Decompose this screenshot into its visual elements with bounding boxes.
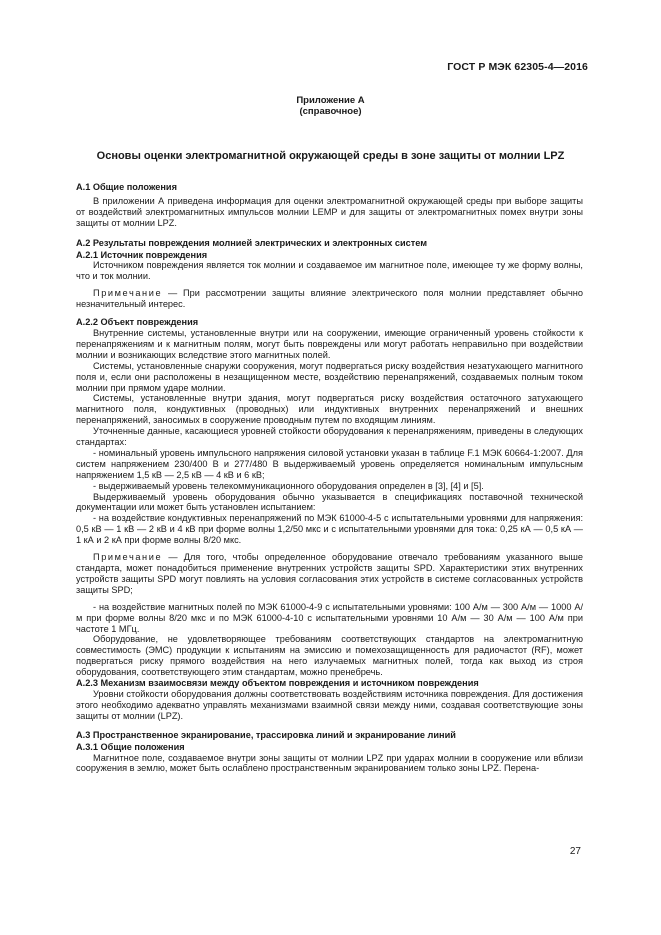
heading-a2: А.2 Результаты повреждения молнией электрических и электронных систем — [76, 237, 428, 248]
note-text: — Для того, чтобы определенное оборудование отвечало требованиям указанного выше стандарта, может понадобиться применение внутренних устройств защиты SPD. Характеристики этих внутренних устройств защиты SPD могут повлиять на условия согласования этих устройств в системе согласованных устройств защиты SPD; — [76, 552, 583, 595]
note — [76, 288, 583, 310]
paragraph: Внутренние системы, установленные внутри или на сооружении, имеющие ограниченный уровень стойкости к перенапряжениям и к магнитным полям, могут быть повреждены или могут работать неправильно при воздействии молнии и возникающих вследствие этого магнитных полей. — [76, 327, 583, 360]
paragraph: Системы, установленные снаружи сооружения, могут подвергаться риску воздействия незатухающего магнитного поля и, если они расположены в незащищенном месте, воздействию перенапряжений, создаваемых полным током молнии при прямом ударе молнии. — [76, 360, 583, 393]
paragraph: Выдерживаемый уровень оборудования обычно указывается в спецификациях поставочной технической документации или может быть установлен испытанием: — [76, 491, 583, 513]
page-number: 27 — [569, 846, 581, 857]
paragraph: Системы, установленные внутри здания, могут подвергаться риску воздействия остаточного затухающего магнитного поля, кондуктивных (проводных) или индуктивных внутренних перенапряжений и внешних перенапряжений, заносимых в сооружение проводным путем по входящим линиям. — [76, 393, 583, 426]
heading-a1: А.1 Общие положения — [76, 182, 177, 192]
document-id: ГОСТ Р МЭК 62305-4—2016 — [447, 61, 588, 73]
heading-a31: А.3.1 Общие положения — [76, 741, 185, 752]
note-text: — При рассмотрении защиты влияние электрического поля молнии представляет обычно незначительный интерес. — [76, 288, 583, 310]
heading-a23: А.2.3 Механизм взаимосвязи между объектом повреждения и источником повреждения — [76, 678, 479, 689]
paragraph: Магнитное поле, создаваемое внутри зоны защиты от молнии LPZ при ударах молнии в сооружение или вблизи сооружения в землю, может быть ослаблено пространственным экранированием только зоны LPZ. Перена- — [76, 752, 583, 774]
note — [76, 552, 583, 596]
paragraph: Источником повреждения является ток молнии и создаваемое им магнитное поле, имеющее ту же форму волны, что и ток молнии. — [76, 260, 583, 282]
paragraph: В приложении А приведена информация для оценки электромагнитной окружающей среды при выборе защиты от воздействий электромагнитных импульсов молнии LEMP и для защиты от электромагнитных помех внутри зоны защиты от молнии LPZ. — [76, 195, 583, 228]
annex-title: Приложение А — [296, 95, 365, 106]
list-item: - номинальный уровень импульсного напряжения силовой установки указан в таблице F.1 МЭК 60664-1:2007. Для систем напряжением 230/400 В и 277/480 В выдерживаемый уровень определяется номинальным импульсным напряжением 1,5 кВ — 2,5 кВ — 4 кВ и 6 кВ; — [76, 447, 583, 480]
paragraph: Уточненные данные, касающиеся уровней стойкости оборудования к перенапряжениям, приведены в следующих стандартах: — [76, 426, 583, 448]
paragraph: Уровни стойкости оборудования должны соответствовать воздействиям источника повреждения. Для достижения этого необходимо адекватно управлять механизмами взаимной связи между ними, создавая соответствующие зоны защиты от молнии (LPZ). — [76, 688, 583, 721]
list-item: - на воздействие магнитных полей по МЭК 61000-4-9 с испытательными уровнями: 100 А/м — 300 А/м — 1000 А/м при форме волны 8/20 мкс и по МЭК 61000-4-10 с испытательными уровнями 10 А/м — 30 А/м — 100 А/м при частоте 1 МГц. — [76, 601, 583, 634]
note-label: Примечание — [93, 288, 163, 299]
note-label: Примечание — [93, 552, 163, 563]
heading-a22: А.2.2 Объект повреждения — [76, 317, 199, 328]
annex-subtitle: (справочное) — [299, 106, 362, 117]
annex-heading — [0, 95, 661, 117]
list-item: - выдерживаемый уровень телекоммуникационного оборудования определен в [3], [4] и [5]. — [93, 480, 484, 491]
heading-a21: А.2.1 Источник повреждения — [76, 249, 208, 260]
main-title: Основы оценки электромагнитной окружающей среды в зоне защиты от молнии LPZ — [96, 150, 565, 162]
body-text — [76, 182, 583, 774]
list-item: - на воздействие кондуктивных перенапряжений по МЭК 61000-4-5 с испытательными уровнями для напряжения: 0,5 кВ — 1 кВ — 2 кВ и 4 кВ при форме волны 1,2/50 мкс и с испытательными уровнями для тока: 0,25 кА — 0,5 кА — 1 кА и 2 кА при форме волны 8/20 мкс. — [76, 513, 583, 546]
paragraph: Оборудование, не удовлетворяющее требованиям соответствующих стандартов на электромагнитную совместимость (ЭМС) продукции к испытаниям на эмиссию и помехозащищенность для радиочастот (RF), может подвергаться риску прямого воздействия на него излучаемых магнитных полей, тогда как выход из строя оборудования, соответствующего этим стандартам, можно пренебречь. — [76, 634, 583, 678]
heading-a3: А.3 Пространственное экранирование, трассировка линий и экранирование линий — [76, 729, 456, 740]
